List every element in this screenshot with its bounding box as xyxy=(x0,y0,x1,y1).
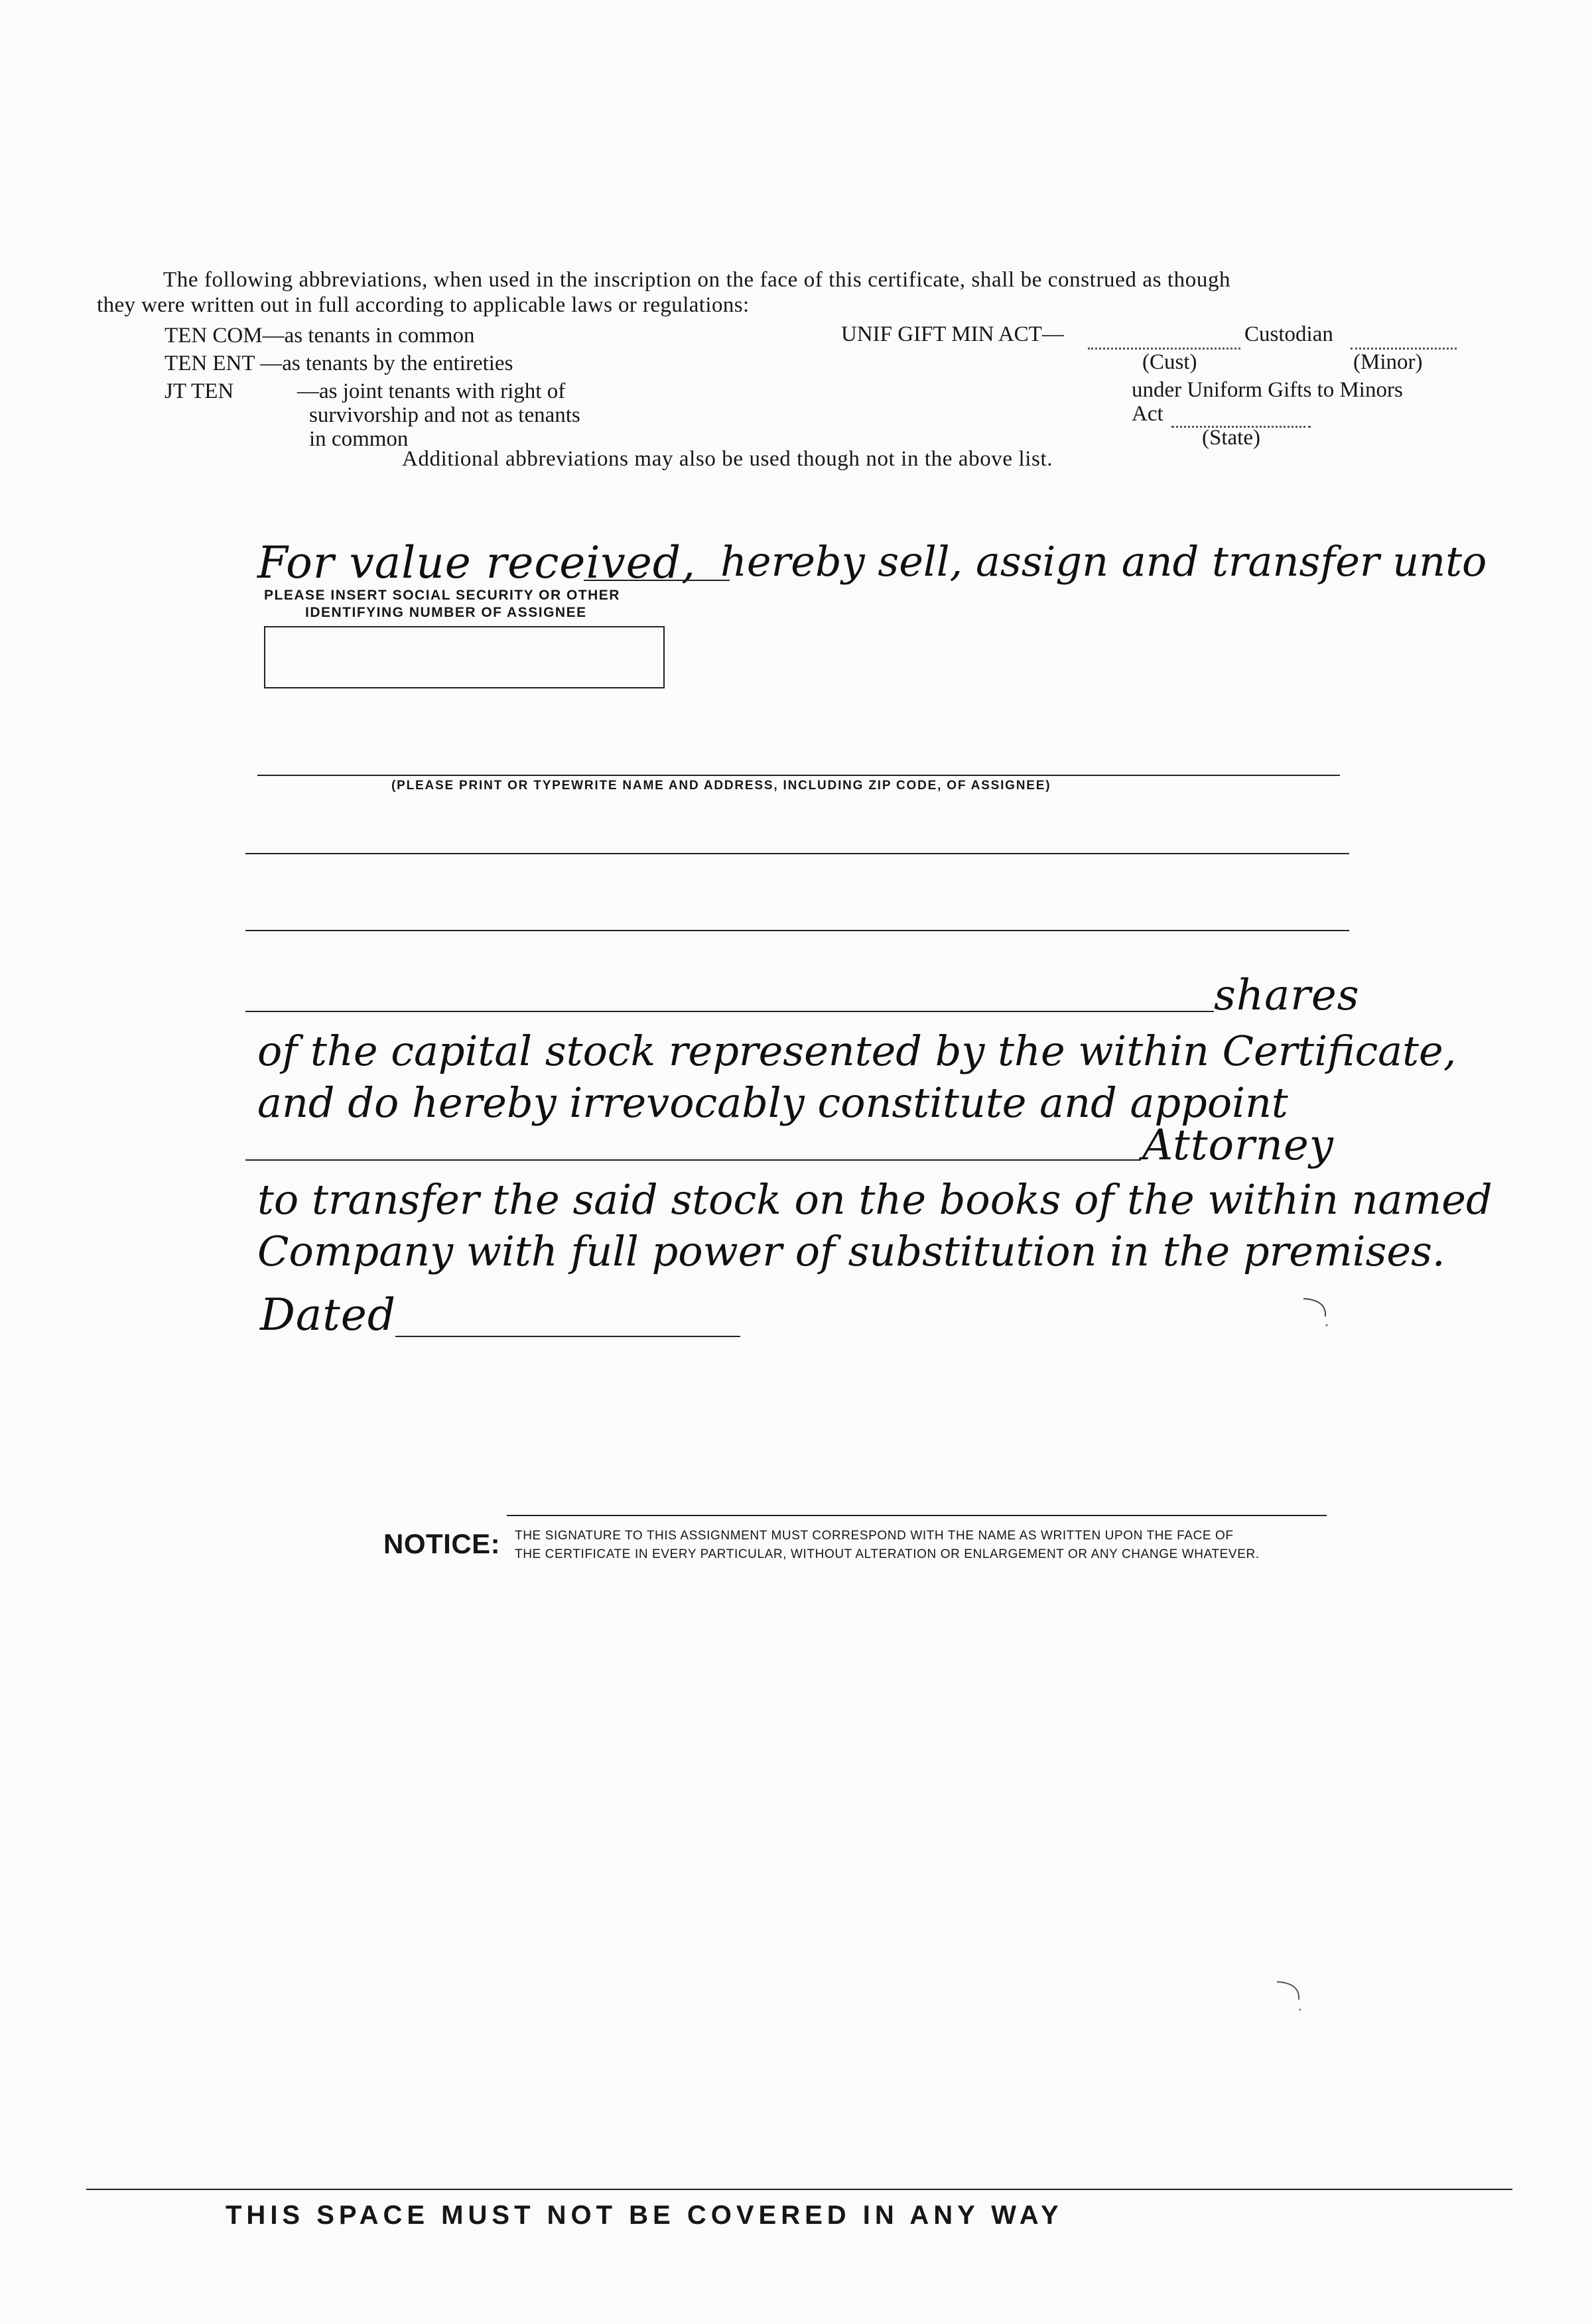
abbreviations-intro-line2: they were written out in full according to applicable laws or regulations: xyxy=(97,293,750,317)
hereby-sell-assign: hereby sell, assign and transfer unto xyxy=(720,537,1487,586)
abbr-ten-com: TEN COM—as tenants in common xyxy=(165,324,475,348)
to-transfer-line: to transfer the said stock on the books of the within named xyxy=(257,1175,1492,1224)
name-address-label: (PLEASE PRINT OR TYPEWRITE NAME AND ADDRESS, INCLUDING ZIP CODE, OF ASSIGNEE) xyxy=(391,779,1051,793)
attorney-name-line[interactable] xyxy=(245,1159,1141,1161)
decorative-curl-icon xyxy=(1274,1976,1307,2016)
abbr-jt-ten-line1: —as joint tenants with right of xyxy=(297,379,566,403)
abbreviations-additional: Additional abbreviations may also be used though not in the above list. xyxy=(402,447,1053,471)
irrevocably-line: and do hereby irrevocably constitute and appoint xyxy=(257,1078,1288,1127)
abbr-jt-ten-line2: survivorship and not as tenants xyxy=(309,403,580,427)
assignee-address-line-1[interactable] xyxy=(245,853,1349,854)
assignee-address-line-2[interactable] xyxy=(245,930,1349,931)
dated-word: Dated xyxy=(260,1289,397,1340)
abbr-cust: (Cust) xyxy=(1142,350,1197,374)
footer-rule xyxy=(86,2189,1512,2190)
footer-space-notice: THIS SPACE MUST NOT BE COVERED IN ANY WAY xyxy=(226,2201,1063,2230)
abbr-ten-ent: TEN ENT —as tenants by the entireties xyxy=(165,352,513,375)
abbr-custodian: Custodian xyxy=(1244,322,1333,346)
abbreviations-intro-line1: The following abbreviations, when used in the inscription on the face of this certificate, shall be construed as though xyxy=(163,268,1231,292)
abbr-under-uniform: under Uniform Gifts to Minors xyxy=(1132,378,1403,402)
abbr-act: Act xyxy=(1132,402,1163,426)
abbr-minor: (Minor) xyxy=(1353,350,1423,374)
capital-stock-line: of the capital stock represented by the within Certificate, xyxy=(257,1027,1457,1075)
abbr-jt-ten-key: JT TEN xyxy=(165,379,234,403)
notice-line1: THE SIGNATURE TO THIS ASSIGNMENT MUST CORRESPOND WITH THE NAME AS WRITTEN UPON THE FACE OF xyxy=(515,1529,1234,1543)
company-line: Company with full power of substitution in the premises. xyxy=(257,1227,1445,1275)
ssn-label-line2: IDENTIFYING NUMBER OF ASSIGNEE xyxy=(305,605,587,620)
assignee-name-line[interactable] xyxy=(257,775,1340,776)
for-value-line xyxy=(584,580,730,581)
attorney-word: Attorney xyxy=(1142,1121,1334,1170)
date-line[interactable] xyxy=(395,1336,740,1337)
shares-word: shares xyxy=(1214,971,1360,1020)
notice-label: NOTICE: xyxy=(383,1528,501,1559)
ssn-input-box[interactable] xyxy=(264,626,665,688)
signature-line[interactable] xyxy=(507,1515,1327,1516)
abbr-state: (State) xyxy=(1202,426,1260,450)
abbr-jt-ten-line3: in common xyxy=(309,427,409,451)
decorative-curl-icon xyxy=(1300,1293,1333,1333)
custodian-dotted-line xyxy=(1088,328,1240,350)
notice-line2: THE CERTIFICATE IN EVERY PARTICULAR, WITHOUT ALTERATION OR ENLARGEMENT OR ANY CHANGE WHATEVER. xyxy=(515,1547,1260,1561)
ssn-label-line1: PLEASE INSERT SOCIAL SECURITY OR OTHER xyxy=(264,588,620,603)
for-value-received: For value received, xyxy=(257,537,696,588)
minor-dotted-line xyxy=(1351,328,1457,350)
abbr-unif-gift: UNIF GIFT MIN ACT— xyxy=(841,322,1064,346)
shares-count-line[interactable] xyxy=(245,1011,1214,1012)
faded-watermark xyxy=(309,829,425,955)
